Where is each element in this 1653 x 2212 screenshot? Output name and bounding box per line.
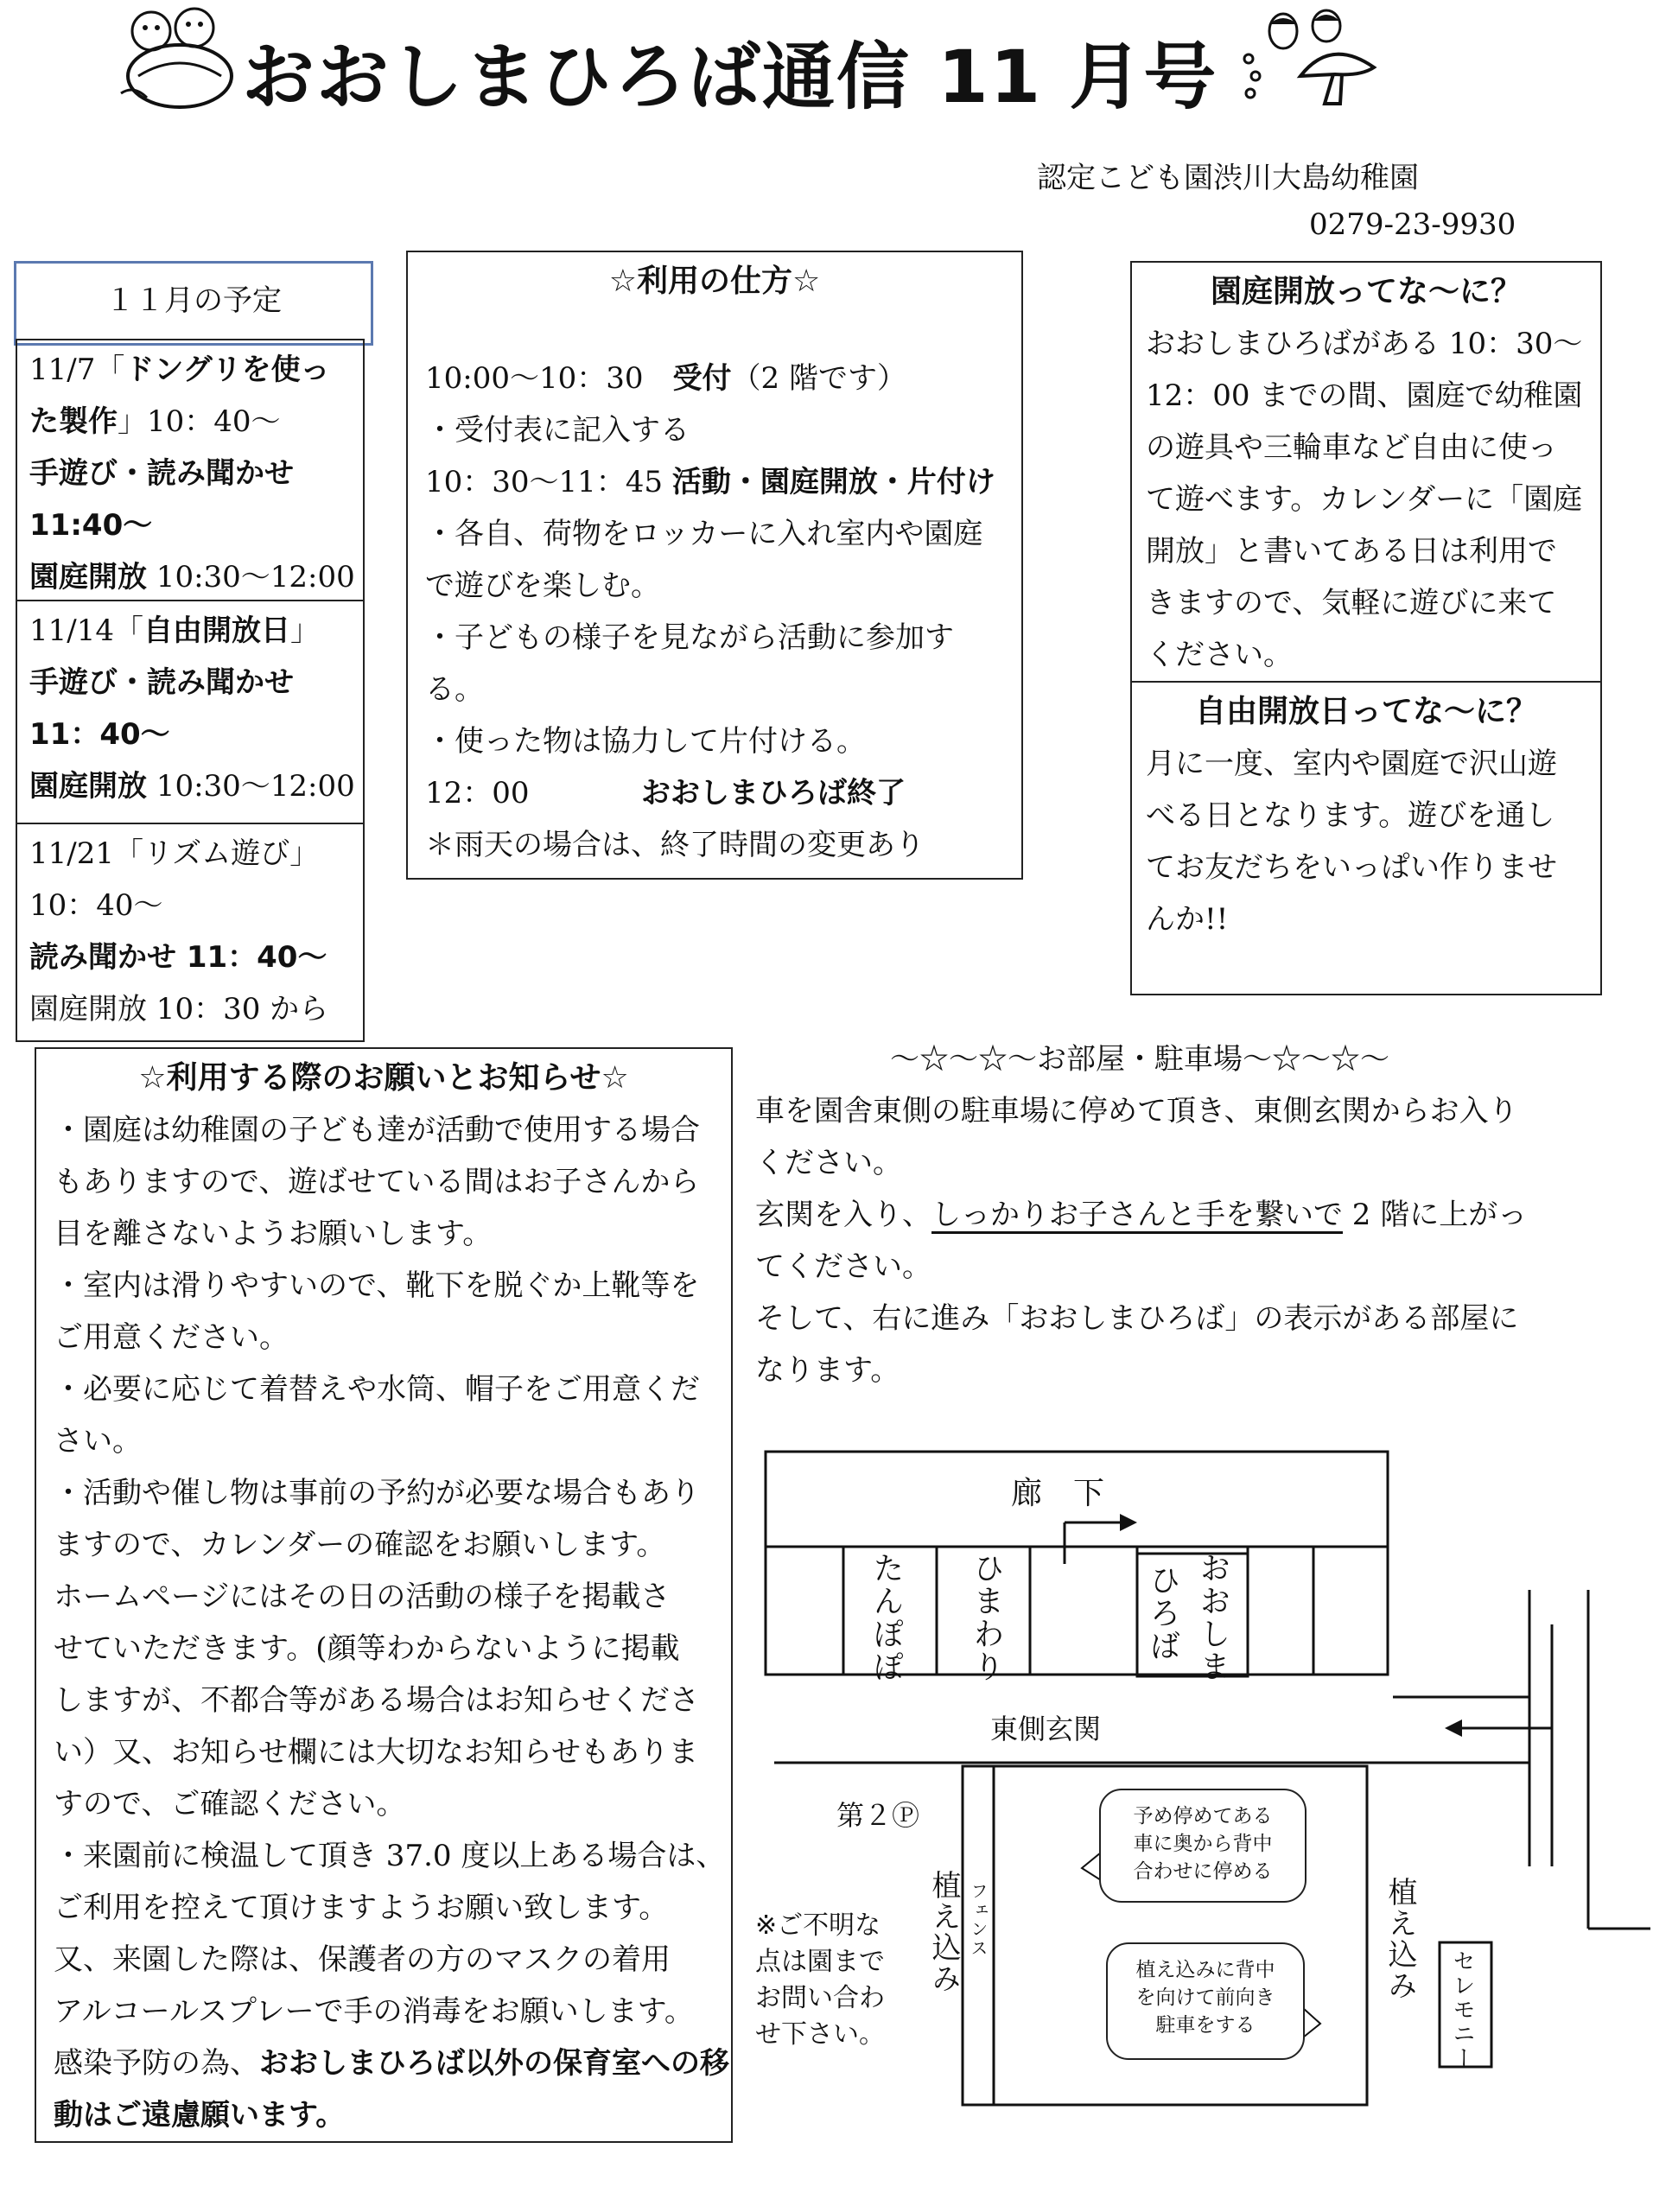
map-room-himawari: ひまわり — [969, 1552, 1004, 1683]
schedule1-event-cont: た製作 — [29, 404, 118, 439]
usage-reception-time: 10:00～10：30 — [425, 361, 673, 396]
map-inquiry-line-4: せ下さい。 — [755, 2019, 885, 2050]
notice-last-line: 動はご遠慮願います。 — [54, 2098, 346, 2133]
parking-text — [755, 1085, 1527, 1396]
free-title: 自由開放日ってな～に？ — [1194, 694, 1537, 729]
map-ceremony: セレモニー — [1449, 1949, 1475, 2070]
usage-panel — [406, 251, 1023, 880]
usage-line-8: ・使った物は協力して片付ける。 — [425, 724, 866, 759]
notice-line-12: しますが、不都合等がある場合はお知らせくださ — [54, 1683, 699, 1718]
schedule2-event: 自由開放日 — [143, 613, 290, 648]
garden-line-2: 12：00 までの間、園庭で幼稚園 — [1146, 378, 1583, 413]
schedule1-garden-time: 10:30～12:00 — [147, 560, 355, 594]
header-illustration-left — [112, 7, 242, 111]
schedule3-time: 10：40～ — [29, 888, 163, 923]
notice-panel — [35, 1047, 733, 2143]
usage-line-4: ・各自、荷物をロッカーに入れ室内や園庭 — [425, 517, 983, 551]
usage-line-10: ＊雨天の場合は、終了時間の変更あり — [425, 828, 925, 862]
free-line-3: てお友だちをいっぱい作りませ — [1146, 850, 1557, 885]
notice-line-9: ますので、カレンダーの確認をお願いします。 — [54, 1528, 666, 1562]
usage-line-2: ・受付表に記入する — [425, 413, 690, 448]
garden-line-3: の遊具や三輪車など自由に使っ — [1146, 430, 1557, 465]
schedule1-activity-time: 11:40～ — [29, 508, 153, 543]
schedule-block-1 — [16, 339, 365, 601]
schedule3-garden: 園庭開放 10：30 から — [29, 992, 329, 1027]
notice-line-13: い）又、お知らせ欄には大切なお知らせもありま — [54, 1735, 698, 1770]
schedule-block-2 — [16, 600, 365, 824]
notice-line-10: ホームページにはその日の活動の様子を掲載さ — [54, 1580, 671, 1614]
schedule2-date: 11/14「 — [29, 613, 143, 648]
schedule1-event: ドングリを使っ — [124, 353, 330, 387]
notice-line-6: ・必要に応じて着替えや水筒、帽子をご用意くだ — [54, 1372, 700, 1407]
schedule-block-3 — [16, 823, 365, 1042]
usage-line-6: ・子どもの様子を見ながら活動に参加す — [425, 620, 954, 655]
garden-line-7: ください。 — [1146, 638, 1293, 672]
garden-panel — [1130, 261, 1602, 683]
header-illustration-right — [1231, 7, 1387, 111]
schedule3-activity: 読み聞かせ 11：40～ — [29, 940, 327, 975]
parking-line-3-lead: 玄関を入り、 — [755, 1198, 931, 1232]
notice-line-5: ご用意ください。 — [54, 1320, 289, 1355]
notice-line-8: ・活動や催し物は事前の予約が必要な場合もあり — [54, 1476, 700, 1510]
garden-line-5: 開放」と書いてある日は利用で — [1146, 534, 1557, 569]
free-line-1: 月に一度、室内や園庭で沢山遊 — [1146, 747, 1557, 781]
schedule2-bracket: 」 — [289, 613, 320, 648]
notice-line-14: すので、ご確認ください。 — [54, 1787, 406, 1821]
schedule1-time: 」10：40～ — [118, 404, 281, 439]
map-note-line-2: 車に奥から背中 — [1133, 1833, 1273, 1855]
free-line-2: べる日となります。遊びを通し — [1146, 798, 1555, 833]
map-fence: フェンス — [968, 1882, 989, 1958]
page-title: おおしまひろば通信 11 月号 — [242, 35, 1218, 119]
usage-end-time: 12：00 — [425, 776, 530, 810]
notice-line-16: ご利用を控えて頂けますようお願い致します。 — [54, 1891, 669, 1925]
usage-end-label: おおしまひろば終了 — [641, 776, 906, 810]
notice-line-4: ・室内は滑りやすいので、靴下を脱ぐか上靴等を — [54, 1268, 700, 1303]
garden-line-6: きますので、気軽に遊びに来て — [1146, 586, 1557, 620]
usage-line-5: で遊びを楽しむ。 — [425, 569, 660, 603]
map-note-line-3: 合わせに停める — [1133, 1860, 1273, 1883]
usage-title: ☆利用の仕方☆ — [608, 264, 821, 299]
map-note-line-6: 駐車をする — [1155, 2014, 1256, 2037]
notice-line-2: もありますので、遊ばせている間はお子さんから — [54, 1165, 700, 1199]
map-planting-left: 植え込み — [926, 1870, 961, 1994]
map-parking-2: 第２Ⓟ — [836, 1799, 920, 1832]
usage-activity-label: 活動・園庭開放・片付け — [671, 465, 995, 499]
schedule3-event: 11/21「リズム遊び」 — [29, 836, 320, 871]
map-note-line-5: を向けて前向き — [1135, 1986, 1275, 2009]
notice-last-lead: 感染予防の為、 — [54, 2046, 259, 2081]
usage-line-7: る。 — [425, 672, 484, 707]
map-note-line-4: 植え込みに背中 — [1135, 1959, 1275, 1981]
map-inquiry — [755, 1908, 885, 2053]
parking-line-1: 車を園舎東側の駐車場に停めて頂き、東側玄関からお入り — [755, 1094, 1518, 1128]
schedule1-activity: 手遊び・読み聞かせ — [29, 456, 294, 491]
notice-line-15: ・来園前に検温して頂き 37.0 度以上ある場合は、 — [54, 1839, 726, 1873]
schedule2-garden-time: 10:30～12:00 — [147, 769, 355, 804]
schedule2-activity: 手遊び・読み聞かせ — [29, 665, 294, 700]
notice-line-7: さい。 — [54, 1424, 142, 1459]
notice-last-emphasis: おおしまひろば以外の保育室への移 — [259, 2046, 729, 2081]
notice-line-18: アルコールスプレーで手の消毒をお願いします。 — [54, 1994, 694, 2029]
map-room-tanpopo: たんぽぽ — [868, 1552, 904, 1683]
map-inquiry-line-3: お問い合わ — [755, 1983, 885, 2013]
usage-reception-floor: （2 階です） — [731, 361, 906, 396]
garden-line-4: て遊べます。カレンダーに「園庭 — [1146, 482, 1583, 517]
free-panel — [1130, 681, 1602, 995]
notice-line-3: 目を離さないようお願いします。 — [54, 1217, 493, 1251]
parking-line-3-tail: 2 階に上がっ — [1343, 1198, 1528, 1232]
map-inquiry-line-2: 点は園まで — [755, 1947, 885, 1977]
map-planting-right: 植え込み — [1383, 1877, 1417, 2001]
notice-line-11: せていただきます。(顔等わからないように掲載 — [54, 1631, 680, 1666]
schedule-heading: １１月の予定 — [14, 261, 373, 346]
map-room-oshima: おおしま — [1195, 1552, 1230, 1683]
schedule1-garden-label: 園庭開放 — [29, 560, 147, 594]
usage-activity-time: 10：30～11：45 — [425, 465, 672, 499]
usage-reception-label: 受付 — [672, 361, 732, 396]
phone-number: 0279-23-9930 — [1309, 207, 1516, 242]
parking-line-2: ください。 — [755, 1146, 902, 1180]
map-room-hiroba: ひろば — [1145, 1564, 1180, 1662]
notice-title: ☆利用する際のお願いとお知らせ☆ — [138, 1060, 629, 1096]
notice-line-1: ・園庭は幼稚園の子ども達が活動で使用する場合 — [54, 1113, 700, 1147]
map-inquiry-line-1: ※ご不明な — [755, 1910, 881, 1941]
parking-line-4: てください。 — [755, 1249, 931, 1284]
garden-title: 園庭開放ってな～に？ — [1210, 274, 1522, 309]
schedule2-garden-label: 園庭開放 — [29, 769, 147, 804]
parking-title: ～☆～☆～お部屋・駐車場～☆～☆～ — [890, 1042, 1389, 1077]
parking-line-6: なります。 — [755, 1353, 900, 1388]
map-note-bottom — [1106, 1942, 1305, 2060]
parking-line-5: そして、右に進み「おおしまひろば」の表示がある部屋に — [755, 1301, 1519, 1336]
parking-line-3-underlined: しっかりお子さんと手を繋いで — [931, 1198, 1343, 1232]
garden-line-1: おおしまひろばがある 10：30～ — [1146, 327, 1583, 361]
map-note-top — [1099, 1789, 1307, 1903]
map-note-line-1: 予め停めてある — [1133, 1805, 1273, 1827]
organization-name: 認定こども園渋川大島幼稚園 — [1037, 161, 1419, 195]
schedule1-date: 11/7「 — [29, 353, 125, 387]
schedule2-activity-time: 11：40～ — [29, 717, 170, 752]
map-corridor-label: 廊 下 — [1011, 1476, 1105, 1511]
notice-line-17: 又、来園した際は、保護者の方のマスクの着用 — [54, 1942, 671, 1977]
map-entrance-label: 東側玄関 — [990, 1713, 1102, 1745]
free-line-4: んか!! — [1146, 902, 1229, 937]
